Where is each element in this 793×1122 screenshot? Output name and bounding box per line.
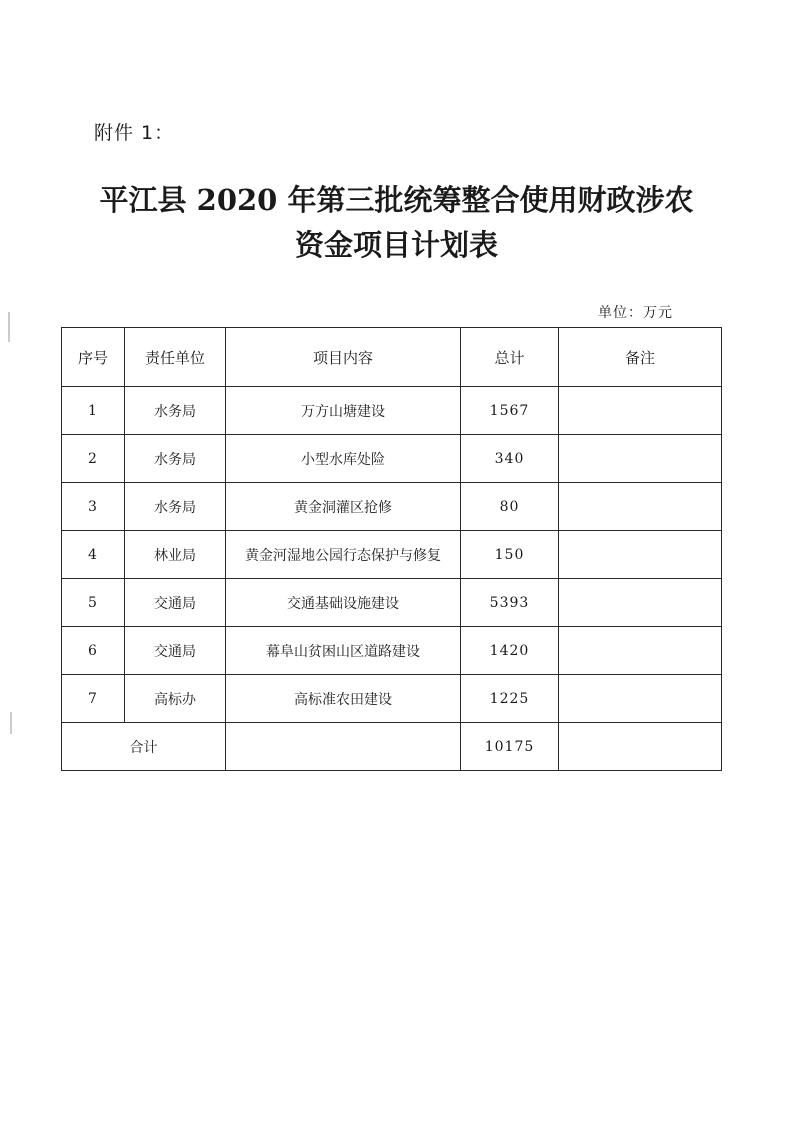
row-no: 3 xyxy=(62,483,125,531)
row-unit: 高标办 xyxy=(125,675,226,723)
row-unit: 交通局 xyxy=(125,579,226,627)
row-content: 幕阜山贫困山区道路建设 xyxy=(226,627,461,675)
row-note xyxy=(559,435,722,483)
table-header-row xyxy=(62,328,722,387)
row-content: 交通基础设施建设 xyxy=(226,579,461,627)
unit-label: 单位：万元 xyxy=(598,305,673,321)
row-no: 7 xyxy=(62,675,125,723)
summary-note xyxy=(559,723,722,771)
row-total: 150 xyxy=(461,531,559,579)
row-total: 340 xyxy=(461,435,559,483)
row-note xyxy=(559,675,722,723)
row-note xyxy=(559,531,722,579)
scan-artifact-mark xyxy=(8,312,10,342)
row-note xyxy=(559,483,722,531)
row-no: 1 xyxy=(62,387,125,435)
header-note: 备注 xyxy=(559,328,722,387)
header-responsible-unit: 责任单位 xyxy=(125,328,226,387)
header-project-content: 项目内容 xyxy=(226,328,461,387)
row-no: 4 xyxy=(62,531,125,579)
summary-label: 合计 xyxy=(62,723,226,771)
table-row xyxy=(62,435,722,483)
attachment-label: 附件 1： xyxy=(94,122,175,144)
row-unit: 水务局 xyxy=(125,387,226,435)
row-note xyxy=(559,579,722,627)
scan-artifact-mark xyxy=(10,712,12,734)
row-total: 1567 xyxy=(461,387,559,435)
project-plan-table xyxy=(61,327,722,771)
summary-content xyxy=(226,723,461,771)
table-row xyxy=(62,579,722,627)
table-row xyxy=(62,387,722,435)
header-no: 序号 xyxy=(62,328,125,387)
row-content: 黄金洞灌区抢修 xyxy=(226,483,461,531)
row-content: 高标准农田建设 xyxy=(226,675,461,723)
table-row xyxy=(62,627,722,675)
row-no: 6 xyxy=(62,627,125,675)
document-title-line1: 平江县 2020 年第三批统筹整合使用财政涉农 xyxy=(99,183,694,217)
row-no: 5 xyxy=(62,579,125,627)
row-unit: 水务局 xyxy=(125,483,226,531)
header-total: 总计 xyxy=(461,328,559,387)
row-total: 1225 xyxy=(461,675,559,723)
row-content: 黄金河湿地公园行态保护与修复 xyxy=(226,531,461,579)
row-note xyxy=(559,627,722,675)
row-note xyxy=(559,387,722,435)
row-unit: 水务局 xyxy=(125,435,226,483)
summary-row xyxy=(62,723,722,771)
summary-total: 10175 xyxy=(461,723,559,771)
table-row xyxy=(62,483,722,531)
row-total: 5393 xyxy=(461,579,559,627)
row-unit: 林业局 xyxy=(125,531,226,579)
row-total: 80 xyxy=(461,483,559,531)
row-content: 小型水库处险 xyxy=(226,435,461,483)
row-total: 1420 xyxy=(461,627,559,675)
table-row xyxy=(62,675,722,723)
row-unit: 交通局 xyxy=(125,627,226,675)
row-content: 万方山塘建设 xyxy=(226,387,461,435)
table-row xyxy=(62,531,722,579)
row-no: 2 xyxy=(62,435,125,483)
document-title-line2: 资金项目计划表 xyxy=(294,228,498,262)
